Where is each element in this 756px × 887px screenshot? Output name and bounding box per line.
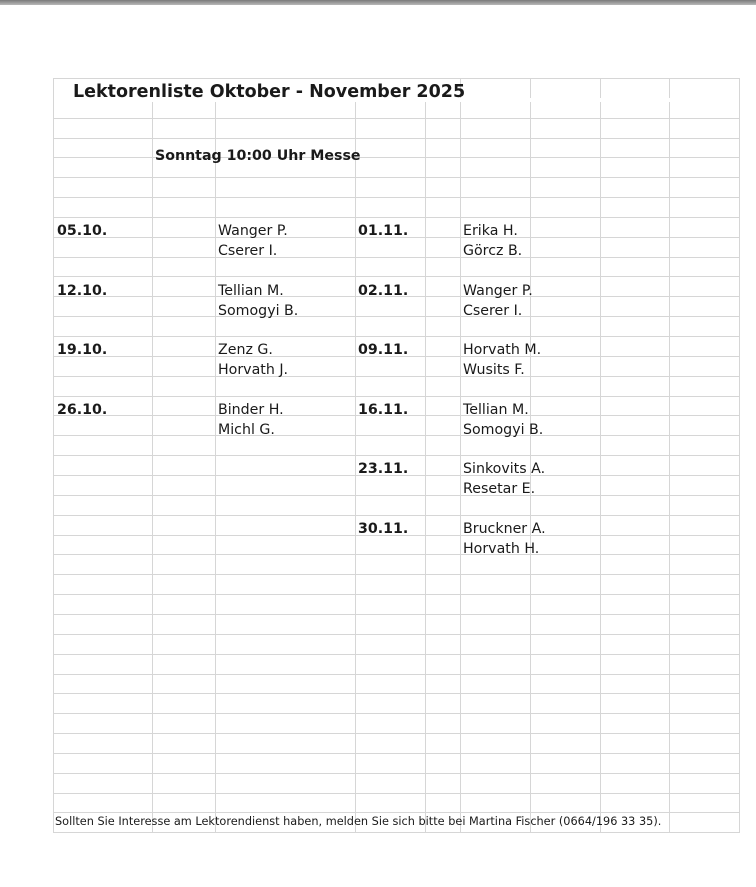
grid-row-line	[53, 435, 740, 436]
date-cell: 01.11.	[358, 223, 409, 239]
reader-name: Zenz G.	[218, 342, 273, 358]
service-subtitle: Sonntag 10:00 Uhr Messe	[155, 148, 361, 164]
grid-row-line	[53, 177, 740, 178]
date-cell: 26.10.	[57, 402, 108, 418]
grid-row-line	[53, 654, 740, 655]
reader-name: Wusits F.	[463, 362, 525, 378]
grid-row-line	[53, 713, 740, 714]
grid-row-line	[53, 336, 740, 337]
reader-name: Sinkovits A.	[463, 461, 546, 477]
date-cell: 09.11.	[358, 342, 409, 358]
grid-row-line	[53, 733, 740, 734]
date-cell: 19.10.	[57, 342, 108, 358]
reader-name: Somogyi B.	[218, 303, 299, 319]
window-top-border	[0, 0, 756, 5]
reader-name: Resetar E.	[463, 481, 536, 497]
grid-row-line	[53, 376, 740, 377]
grid-row-line	[53, 574, 740, 575]
date-cell: 23.11.	[358, 461, 409, 477]
reader-name: Cserer I.	[218, 243, 278, 259]
grid-row-line	[53, 118, 740, 119]
reader-name: Görcz B.	[463, 243, 523, 259]
grid-row-line	[53, 515, 740, 516]
grid-row-line	[53, 753, 740, 754]
reader-name: Erika H.	[463, 223, 518, 239]
spreadsheet-grid	[53, 78, 740, 833]
contact-footer: Sollten Sie Interesse am Lektorendienst haben, melden Sie sich bitte bei Martina Fischer (0664/196 33 35).	[55, 815, 662, 828]
reader-name: Cserer I.	[463, 303, 523, 319]
grid-row-line	[53, 276, 740, 277]
grid-row-line	[53, 812, 740, 813]
reader-name: Tellian M.	[463, 402, 529, 418]
reader-name: Wanger P.	[218, 223, 288, 239]
reader-name: Somogyi B.	[463, 422, 544, 438]
grid-row-line	[53, 634, 740, 635]
reader-name: Wanger P.	[463, 283, 533, 299]
grid-row-line	[53, 674, 740, 675]
grid-row-line	[53, 614, 740, 615]
grid-row-line	[53, 257, 740, 258]
reader-name: Michl G.	[218, 422, 275, 438]
grid-row-line	[53, 693, 740, 694]
grid-row-line	[53, 594, 740, 595]
grid-row-line	[53, 495, 740, 496]
grid-row-line	[53, 138, 740, 139]
grid-row-line	[53, 793, 740, 794]
reader-name: Tellian M.	[218, 283, 284, 299]
reader-name: Horvath M.	[463, 342, 542, 358]
reader-name: Binder H.	[218, 402, 284, 418]
reader-name: Horvath H.	[463, 541, 540, 557]
date-cell: 30.11.	[358, 521, 409, 537]
grid-row-line	[53, 217, 740, 218]
date-cell: 05.10.	[57, 223, 108, 239]
date-cell: 02.11.	[358, 283, 409, 299]
grid-row-line	[53, 396, 740, 397]
date-cell: 16.11.	[358, 402, 409, 418]
page-title: Lektorenliste Oktober - November 2025	[73, 82, 466, 102]
grid-row-line	[53, 773, 740, 774]
grid-row-line	[53, 554, 740, 555]
date-cell: 12.10.	[57, 283, 108, 299]
grid-row-line	[53, 455, 740, 456]
grid-row-line	[53, 832, 740, 833]
grid-row-line	[53, 197, 740, 198]
grid-row-line	[53, 316, 740, 317]
reader-name: Horvath J.	[218, 362, 289, 378]
reader-name: Bruckner A.	[463, 521, 546, 537]
